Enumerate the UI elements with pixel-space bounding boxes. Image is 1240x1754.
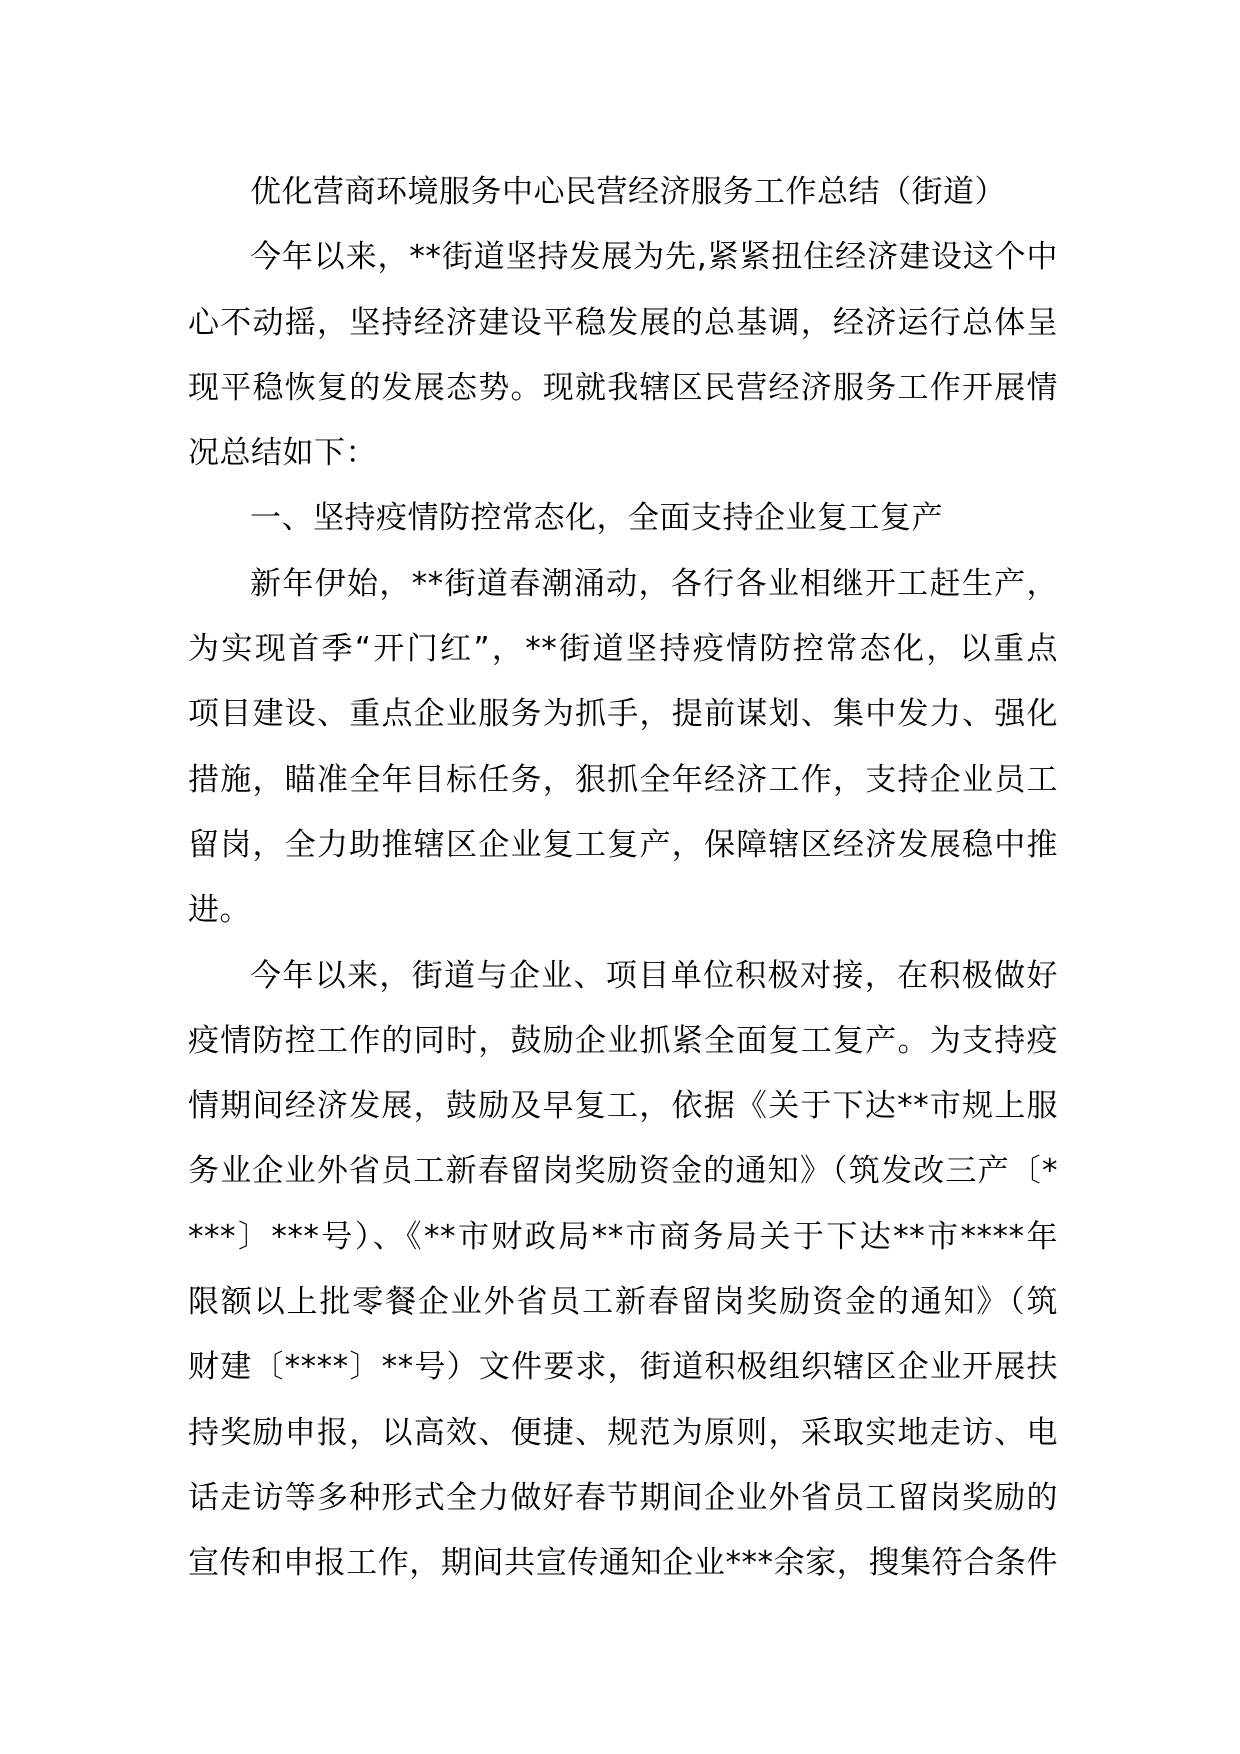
document-body — [188, 160, 1058, 1597]
section-heading: 一、坚持疫情防控常态化，全面支持企业复工复产 — [250, 500, 943, 537]
paragraph-line: 为实现首季“开门红”，**街道坚持疫情防控常态化，以重点 — [188, 631, 1058, 668]
paragraph-line: 措施，瞄准全年目标任务，狠抓全年经济工作，支持企业员工 — [188, 761, 1058, 798]
paragraph-line: 现平稳恢复的发展态势。现就我辖区民营经济服务工作开展情 — [188, 369, 1058, 406]
paragraph-line: 持奖励申报，以高效、便捷、规范为原则，采取实地走访、电 — [188, 1414, 1058, 1451]
paragraph-line: 宣传和申报工作，期间共宣传通知企业***余家，搜集符合条件 — [188, 1545, 1058, 1582]
paragraph-line: 话走访等多种形式全力做好春节期间企业外省员工留岗奖励的 — [188, 1479, 1058, 1516]
paragraph-line: 今年以来，街道与企业、项目单位积极对接，在积极做好 — [250, 957, 1058, 994]
paragraph-line: 疫情防控工作的同时，鼓励企业抓紧全面复工复产。为支持疫 — [188, 1022, 1058, 1059]
paragraph-line: 况总结如下： — [188, 435, 377, 472]
paragraph-line: 留岗，全力助推辖区企业复工复产，保障辖区经济发展稳中推 — [188, 826, 1058, 863]
paragraph-line: 今年以来，**街道坚持发展为先,紧紧扭住经济建设这个中 — [250, 239, 1058, 276]
paragraph-line: 项目建设、重点企业服务为抓手，提前谋划、集中发力、强化 — [188, 696, 1058, 733]
paragraph-line: 新年伊始，**街道春潮涌动，各行各业相继开工赶生产， — [250, 565, 1058, 602]
paragraph-line: 务业企业外省员工新春留岗奖励资金的通知》（筑发改三产〔* — [188, 1153, 1058, 1190]
paragraph-line: ***〕***号）、《**市财政局**市商务局关于下达**市****年 — [188, 1218, 1058, 1255]
paragraph-line: 心不动摇，坚持经济建设平稳发展的总基调，经济运行总体呈 — [188, 304, 1058, 341]
paragraph-line: 限额以上批零餐企业外省员工新春留岗奖励资金的通知》（筑 — [188, 1284, 1058, 1321]
paragraph-line: 进。 — [188, 892, 251, 929]
paragraph-line: 财建〔****〕**号）文件要求，街道积极组织辖区企业开展扶 — [188, 1349, 1058, 1386]
paragraph-line: 情期间经济发展，鼓励及早复工，依据《关于下达**市规上服 — [188, 1088, 1058, 1125]
document-title: 优化营商环境服务中心民营经济服务工作总结（街道） — [250, 174, 1006, 210]
